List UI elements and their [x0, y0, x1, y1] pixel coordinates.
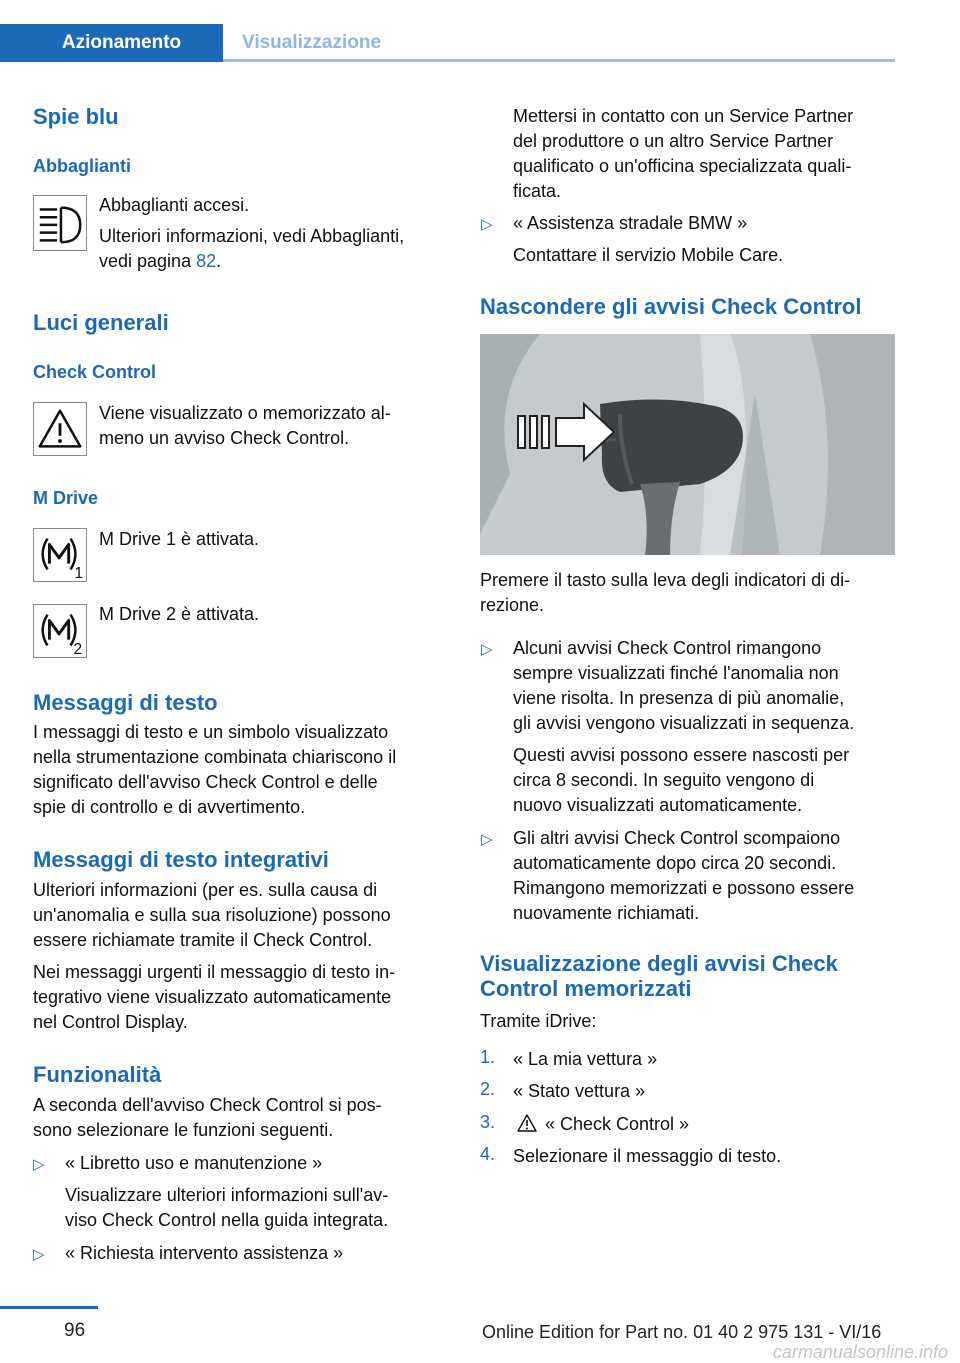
bullet-alcuni-line-1: Alcuni avvisi Check Control rimangono: [513, 638, 822, 658]
bullet-altri-line-3: Rimangono memorizzati e possono essere: [513, 878, 855, 898]
bullet-alcuni-line-3: viene risolta. In presenza di più anomalie,: [513, 688, 845, 708]
bullet-marker: ▷: [33, 1246, 45, 1263]
bullet-marker: ▷: [33, 1156, 45, 1173]
tab-azionamento[interactable]: Azionamento: [0, 24, 223, 62]
contact-line-4: ficata.: [513, 181, 562, 201]
funzionalita-line-1: A seconda dell'avviso Check Control si pos‐: [33, 1095, 382, 1115]
step-check-control: « Check Control »: [545, 1114, 690, 1134]
integrativi-p2-line-2: tegrativo viene visualizzato automaticamente: [33, 987, 392, 1007]
m-drive-1-sub: 1: [74, 565, 84, 581]
page-link-82[interactable]: 82: [196, 251, 217, 271]
tab-visualizzazione[interactable]: Visualizzazione: [242, 32, 382, 53]
step-number: 3.: [480, 1112, 496, 1132]
bullet-altri-line-4: nuovamente richiamati.: [513, 903, 700, 923]
messaggi-line-2: nella strumentazione combinata chiariscono il: [33, 747, 397, 767]
integrativi-p1-line-3: essere richiamate tramite il Check Control.: [33, 930, 373, 950]
page-header: [0, 24, 895, 62]
page-number: 96: [64, 1320, 86, 1341]
heading-spie-blu: Spie blu: [33, 104, 119, 129]
step-number: 4.: [480, 1144, 496, 1164]
heading-messaggi-di-testo: Messaggi di testo: [33, 690, 218, 715]
step-number: 1.: [480, 1047, 496, 1067]
heading-check-control: Check Control: [33, 362, 157, 382]
messaggi-line-1: I messaggi di testo e un simbolo visualizzato: [33, 722, 389, 742]
watermark: carmanualsonline.info: [772, 1342, 948, 1362]
bullet-marker: ▷: [481, 641, 493, 658]
heading-nascondere: Nascondere gli avvisi Check Control: [480, 294, 862, 319]
contact-line-3: qualificato o un'officina specializzata quali‐: [513, 156, 852, 176]
footer-edition: Online Edition for Part no. 01 40 2 975 131 - VI/16: [482, 1322, 882, 1342]
bullet-alcuni-sub-3: nuovo visualizzati automaticamente.: [513, 795, 803, 815]
warning-triangle-icon: [517, 1114, 537, 1132]
bullet-altri-line-1: Gli altri avvisi Check Control scompaiono: [513, 828, 841, 848]
abbaglianti-text-2: Ulteriori informazioni, vedi Abbaglianti,: [99, 226, 405, 246]
abbaglianti-text-3: [99, 249, 221, 274]
premere-line-2: rezione.: [480, 595, 545, 615]
bullet-alcuni-line-2: sempre visualizzati finché l'anomalia non: [513, 663, 839, 683]
bullet-marker: ▷: [481, 831, 493, 848]
premere-line-1: Premere il tasto sulla leva degli indicatori di di‐: [480, 570, 851, 590]
bullet-alcuni-line-4: gli avvisi vengono visualizzati in sequenza.: [513, 713, 855, 733]
step-la-mia-vettura: « La mia vettura »: [513, 1049, 658, 1069]
heading-visualizzazione-2: Control memorizzati: [480, 976, 692, 1001]
tramite-idrive: Tramite iDrive:: [480, 1011, 597, 1031]
bullet-alcuni-sub-1: Questi avvisi possono essere nascosti per: [513, 745, 850, 765]
heading-luci-generali: Luci generali: [33, 310, 169, 335]
check-control-text-1: Viene visualizzato o memorizzato al‐: [99, 403, 391, 423]
step-number: 2.: [480, 1079, 496, 1099]
messaggi-line-3: significato dell'avviso Check Control e delle: [33, 772, 378, 792]
heading-funzionalita: Funzionalità: [33, 1062, 162, 1087]
heading-abbaglianti: Abbaglianti: [33, 156, 131, 176]
warning-triangle-icon: [33, 402, 87, 456]
bullet-richiesta: « Richiesta intervento assistenza »: [65, 1243, 344, 1263]
m-drive-1-text: M Drive 1 è attivata.: [99, 529, 260, 549]
bullet-altri-line-2: automaticamente dopo circa 20 secondi.: [513, 853, 837, 873]
m-drive-2-text: M Drive 2 è attivata.: [99, 604, 260, 624]
heading-visualizzazione-1: Visualizzazione degli avvisi Check: [480, 951, 838, 976]
bullet-alcuni-sub-2: circa 8 secondi. In seguito vengono di: [513, 770, 815, 790]
abbaglianti-text-3b: .: [216, 251, 222, 271]
contact-line-1: Mettersi in contatto con un Service Partner: [513, 106, 854, 126]
turn-signal-lever-photo: [480, 334, 895, 555]
footer-page-line: [0, 1306, 98, 1309]
step-selezionare: Selezionare il messaggio di testo.: [513, 1146, 782, 1166]
integrativi-p1-line-2: un'anomalia e sulla sua risoluzione) possono: [33, 905, 391, 925]
m-drive-2-sub: 2: [73, 641, 83, 657]
m-drive-1-icon: [33, 528, 87, 582]
messaggi-line-4: spie di controllo e di avvertimento.: [33, 797, 306, 817]
heading-m-drive: M Drive: [33, 488, 99, 508]
funzionalita-line-2: sono selezionare le funzioni seguenti.: [33, 1120, 334, 1140]
bullet-marker: ▷: [481, 216, 493, 233]
check-control-text-2: meno un avviso Check Control.: [99, 428, 350, 448]
heading-messaggi-integrativi: Messaggi di testo integrativi: [33, 847, 329, 872]
header-divider: [223, 59, 895, 62]
m-drive-2-icon: [33, 604, 87, 658]
bullet-libretto-desc-1: Visualizzare ulteriori informazioni sull'av‐: [65, 1185, 389, 1205]
integrativi-p2-line-3: nel Control Display.: [33, 1012, 188, 1032]
bullet-libretto: « Libretto uso e manutenzione »: [65, 1153, 323, 1173]
contact-line-2: del produttore o un altro Service Partner: [513, 131, 834, 151]
step-stato-vettura: « Stato vettura »: [513, 1081, 646, 1101]
abbaglianti-text-3a: vedi pagina: [99, 251, 197, 271]
abbaglianti-text-1: Abbaglianti accesi.: [99, 195, 250, 215]
integrativi-p1-line-1: Ulteriori informazioni (per es. sulla causa di: [33, 880, 378, 900]
high-beam-icon: [33, 195, 87, 251]
integrativi-p2-line-1: Nei messaggi urgenti il messaggio di testo in‐: [33, 962, 396, 982]
bullet-assistenza-stradale: « Assistenza stradale BMW »: [513, 213, 748, 233]
bullet-libretto-desc-2: viso Check Control nella guida integrata.: [65, 1210, 389, 1230]
bullet-assistenza-desc: Contattare il servizio Mobile Care.: [513, 245, 784, 265]
